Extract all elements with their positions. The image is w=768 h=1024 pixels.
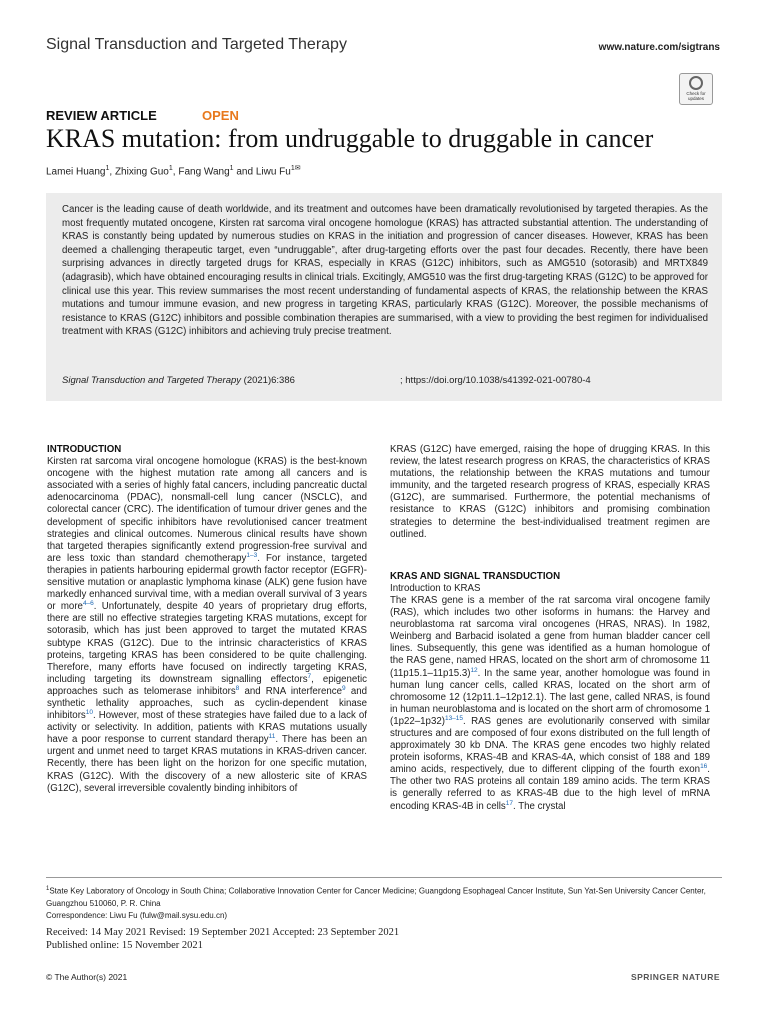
introduction-paragraph: Kirsten rat sarcoma viral oncogene homologue (KRAS) is the best-known oncogene with the highest mutation rate among all cancers and is associated with a series of highly fatal cancers, including pancreatic ductal adenocarcinoma (PDAC), nonsmall-cell lung cancer (NSCLC), and colorectal cancer (CRC). The identification of tumour driver genes and the development of specific inhibitors have revolutionised cancer treatment strategies and clinical outcomes. Numerous clinical results have shown that targeted therapies significantly extend progression-free survival and are less toxic than standard chemotherapy$^{1-3}$. For instance, targeted therapies in patients harbouring epidermal growth factor receptor (EGFR)-sensitive mutation or anaplastic lymphoma kinase (ALK) gene fusion have markedly enhanced survival time, with a median overall survival of 3 years or more$^{4-6}$. Unfortunately, despite 40 years of proprietary drug efforts, there are still no effective strategies targeting KRAS mutations, except for sotorasib, which has just been approved to target the mutated KRAS subtype KRAS (G12C). Due to the intrinsic characteristics of KRAS proteins, targeting KRAS has been considered to be quite challenging. Therefore, many efforts have focused on indirectly targeting KRAS, including targeting its downstream signalling effectors$^7$, epigenetic approaches such as telomerase inhibitors$^8$ and RNA interference$^9$ and synthetic lethality approaches, such as cyclin-dependent kinase inhibitors$^{10}$. However, most of these strategies have failed due to a lack of activity or selectivity. In addition, patients with KRAS mutations usually have a poor response to current standard therapy$^{11}$. There has been an urgent and unmet need to target KRAS mutations in KRAS-driven cancer. Recently, there has been light on the horizon for one specific mutation, KRAS (G12C). With the discovery of a new allosteric site of KRAS (G12C), several irreversible covalently binding inhibitors of [47,456,367,794]
subsection-heading: Introduction to KRAS [390,582,481,594]
reference-link[interactable]: 9 [342,684,346,692]
check-for-updates-badge[interactable] [679,73,713,105]
reference-link[interactable]: 16 [700,763,708,771]
author-name[interactable]: Liwu Fu [255,166,291,178]
journal-website-link[interactable]: www.nature.com/sigtrans [598,42,720,53]
affiliation-text: State Key Laboratory of Oncology in South China; Collaborative Innovation Center for Cancer Medicine; Guangdong Esophageal Cancer Institute, Sun Yat-Sen University Cancer Center, Guangzhou 510060, P. R. China [46,886,706,908]
author-affiliation: 1 [105,165,110,172]
copyright: © The Author(s) 2021 [46,972,128,982]
author-name[interactable]: Fang Wang [178,166,230,178]
section-heading-kras-signal: KRAS AND SIGNAL TRANSDUCTION [390,570,561,582]
article-type: REVIEW ARTICLE [46,108,157,123]
author-affiliation: 1 [168,165,173,172]
citation [62,375,295,386]
right-column [390,444,710,813]
article-title: KRAS mutation: from undruggable to druggable in cancer [46,124,654,153]
citation-journal: Signal Transduction and Targeted Therapy [62,375,242,386]
publisher-logo: SPRINGER NATURE [630,972,720,982]
abstract-box [46,193,722,401]
reference-link[interactable]: 7 [307,672,312,680]
check-updates-icon [689,76,703,90]
author-list: Lamei Huang$^1$, Zhixing Guo$^1$, Fang Wang$^1$ and Liwu $Fu^{1✉}$ [46,165,301,178]
reference-link[interactable]: 13–15 [444,714,464,722]
published-online: Published online: 15 November 2021 [46,940,203,951]
affiliation-number: 1 [46,886,50,892]
reference-link[interactable]: 8 [235,684,240,692]
journal-name: Signal Transduction and Targeted Therapy [46,36,347,53]
article-dates [46,926,399,952]
reference-link[interactable]: 10 [85,708,94,716]
doi-link[interactable]: ; https://doi.org/10.1038/s41392-021-00780-4 [400,375,591,386]
author-affiliation: 1 [229,165,234,172]
open-access-label: OPEN [202,108,239,123]
abstract-text: Cancer is the leading cause of death worldwide, and its treatment and outcomes have been dramatically revolutionised by targeted therapies. As the most frequently mutated oncogene, Kirsten rat sarcoma viral oncogene homologue (KRAS) has attracted substantial attention. The understanding of KRAS is constantly being updated by numerous studies on KRAS in the initiation and progression of cancer diseases. However, KRAS has been deemed a challenging therapeutic target, even “undruggable”, after drug-targeting efforts over the past four decades. Recently, there have been surprising advances in directly targeted drugs for KRAS, especially in KRAS (G12C) inhibitors, such as AMG510 (sotorasib) and MRTX849 (adagrasib), which have obtained encouraging results in clinical trials. Excitingly, AMG510 was the first drug-targeting KRAS (G12C) to be approved for clinical use this year. This review summarises the most recent understanding of fundamental aspects of KRAS, the relationship between the KRAS mutations and tumour immune evasion, and new progress in targeting KRAS, particularly KRAS (G12C). Moreover, the possible mechanisms of resistance to KRAS (G12C) inhibitors and possible combination therapies are summarised, with a view to providing the best regimen for individualised treatment with KRAS (G12C) inhibitors and achieving truly precise treatment. [62,204,708,338]
correspondence: Correspondence: Liwu Fu (fulw@mail.sysu.edu.cn) [46,910,228,920]
check-updates-label: Check for updates [686,91,706,101]
left-column [47,444,367,795]
section-heading-introduction: INTRODUCTION [47,444,122,455]
author-name[interactable]: Zhixing Guo [114,166,169,178]
author-name[interactable]: Lamei Huang [46,166,106,178]
reference-link[interactable]: 4–6 [82,599,94,607]
author-affiliation: 1✉ [290,165,301,172]
reference-link[interactable]: 11 [268,733,276,741]
footnote-divider [46,877,722,878]
kras-intro-paragraph: The KRAS gene is a member of the rat sarcoma viral oncogene family (RAS), which includes two other isoforms in humans: the Harvey and neuroblastoma rat sarcoma viral oncogenes (HRAS, NRAS). In 1982, Weinberg and Barbacid isolated a gene from human bladder cancer cell lines. Subsequently, this gene was identified as a human homologue of the RAS gene, named HRAS, located on the short arm of chromosome 11 $(11p15.1-11p15.3)^{12}$. In the same year, another homologue was found in human lung cancer cells, called KRAS, located on the short arm of chromosome 12 (12p11.1–12p12.1). The last gene, called NRAS, is found in human neuroblastoma and is located on the short arm of chromosome 1 $(1p22-1p32)^{13-15}$. RAS genes are evolutionarily conserved with similar structures and are composed of four exons distributed on the full length of approximately 30 kb DNA. The KRAS gene encodes two highly related protein isoforms, KRAS-4B and KRAS-4A, which consist of 188 and 189 amino acids, respectively, due to different clipping of the fourth exon$^{16}$. The other two RAS proteins all contain 189 amino acids. The term KRAS is generally referred to as KRAS-4B due to the high level of mRNA encoding KRAS-4B in cells$^{17}$. The crystal [390,594,710,812]
received-revised-accepted: Received: 14 May 2021 Revised: 19 September 2021 Accepted: 23 September 2021 [46,927,400,938]
reference-link[interactable]: 12 [470,666,478,674]
citation-volume: (2021)6:386 [241,375,295,386]
affiliation [46,883,722,910]
footnote [46,883,722,922]
reference-link[interactable]: 17 [505,799,514,807]
reference-link[interactable]: 1–3 [246,551,258,559]
introduction-continued-paragraph: KRAS (G12C) have emerged, raising the hope of drugging KRAS. In this review, the latest research progress on KRAS, the characteristics of KRAS mutations, the relationship between the KRAS mutations and tumour immunity, and the targeted research progress of KRAS, especially KRAS (G12C), are summarised. Furthermore, the potential mechanisms of resistance to KRAS (G12C) inhibitors and promising combination strategies to determine the best-individualised treatment regimen are outlined. [390,444,710,540]
